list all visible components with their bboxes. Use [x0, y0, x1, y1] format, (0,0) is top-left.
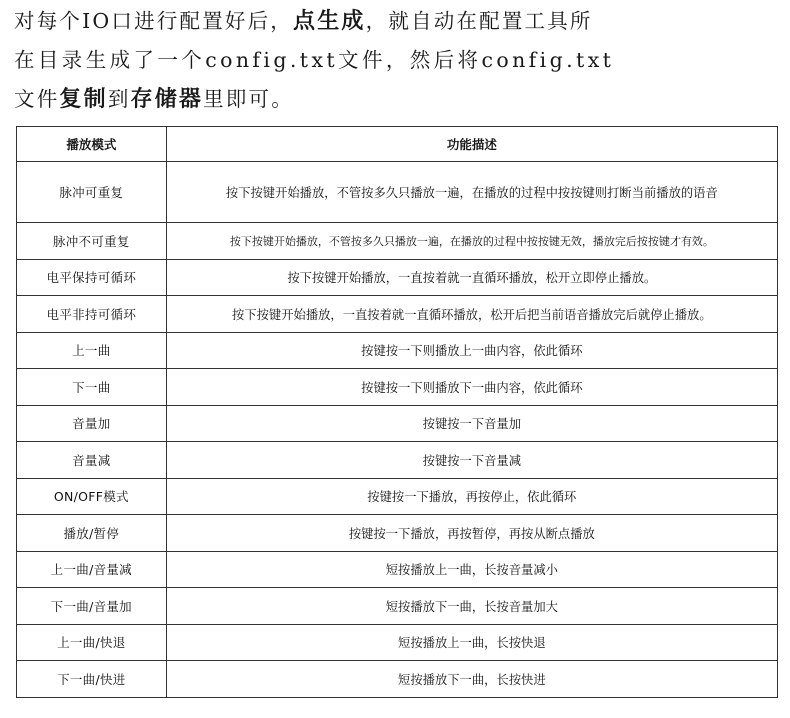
mode-cell: 下一曲/音量加 [17, 588, 167, 625]
mode-cell: ON/OFF模式 [17, 478, 167, 515]
intro-line-1 [14, 2, 784, 41]
table-row [17, 162, 778, 223]
header-mode: 播放模式 [17, 127, 167, 162]
description-cell: 按键按一下音量加 [166, 405, 777, 442]
play-mode-table [16, 126, 778, 698]
emphasis-storage: 存储器 [130, 87, 204, 112]
table-row [17, 369, 778, 406]
mode-cell: 下一曲/快进 [17, 661, 167, 698]
table-row [17, 442, 778, 479]
description-cell: 按键按一下播放，再按暂停，再按从断点播放 [166, 515, 777, 552]
table-row [17, 624, 778, 661]
table-header-row [17, 127, 778, 162]
table-row [17, 296, 778, 333]
table-row [17, 405, 778, 442]
intro-text: ，就自动在配置工具所 [365, 9, 593, 33]
description-cell: 按下按键开始播放，不管按多久只播放一遍，在播放的过程中按按键无效，播放完后按按键才有效。 [166, 223, 777, 260]
description-cell: 短按播放上一曲，长按快退 [166, 624, 777, 661]
description-cell: 按键按一下则播放上一曲内容，依此循环 [166, 332, 777, 369]
description-cell: 按下按键开始播放，一直按着就一直循环播放，松开立即停止播放。 [166, 259, 777, 296]
mode-cell: 上一曲 [17, 332, 167, 369]
mode-cell: 播放/暂停 [17, 515, 167, 552]
mode-cell: 音量减 [17, 442, 167, 479]
mode-cell: 电平非持可循环 [17, 296, 167, 333]
intro-text: 到 [107, 87, 131, 111]
mode-cell: 下一曲 [17, 369, 167, 406]
emphasis-copy: 复制 [59, 87, 108, 112]
description-cell: 按键按一下音量减 [166, 442, 777, 479]
intro-text: 对每个IO口进行配置好后， [14, 9, 294, 33]
intro-paragraph [14, 2, 784, 119]
description-cell: 短按播放上一曲，长按音量减小 [166, 551, 777, 588]
mode-cell: 上一曲/快退 [17, 624, 167, 661]
description-cell: 按下按键开始播放，一直按着就一直循环播放，松开后把当前语音播放完后就停止播放。 [166, 296, 777, 333]
header-description: 功能描述 [166, 127, 777, 162]
intro-line-3 [14, 80, 784, 119]
table-row [17, 223, 778, 260]
description-cell: 按键按一下播放，再按停止，依此循环 [166, 478, 777, 515]
table-row [17, 478, 778, 515]
mode-cell: 电平保持可循环 [17, 259, 167, 296]
intro-text: 文件 [14, 87, 60, 111]
intro-line-2 [14, 41, 784, 80]
table-row [17, 588, 778, 625]
intro-text: 在目录生成了一个config.txt文件，然后将config.txt [14, 48, 615, 72]
mode-cell: 脉冲可重复 [17, 162, 167, 223]
intro-text: 里即可。 [203, 87, 294, 111]
description-cell: 按键按一下则播放下一曲内容，依此循环 [166, 369, 777, 406]
table-row [17, 551, 778, 588]
table-row [17, 332, 778, 369]
mode-cell: 脉冲不可重复 [17, 223, 167, 260]
mode-cell: 音量加 [17, 405, 167, 442]
description-cell: 短按播放下一曲，长按快进 [166, 661, 777, 698]
description-cell: 短按播放下一曲，长按音量加大 [166, 588, 777, 625]
table-row [17, 515, 778, 552]
description-cell: 按下按键开始播放，不管按多久只播放一遍，在播放的过程中按按键则打断当前播放的语音 [166, 162, 777, 223]
table-row [17, 661, 778, 698]
mode-cell: 上一曲/音量减 [17, 551, 167, 588]
table-row [17, 259, 778, 296]
emphasis-generate: 点生成 [293, 9, 366, 34]
